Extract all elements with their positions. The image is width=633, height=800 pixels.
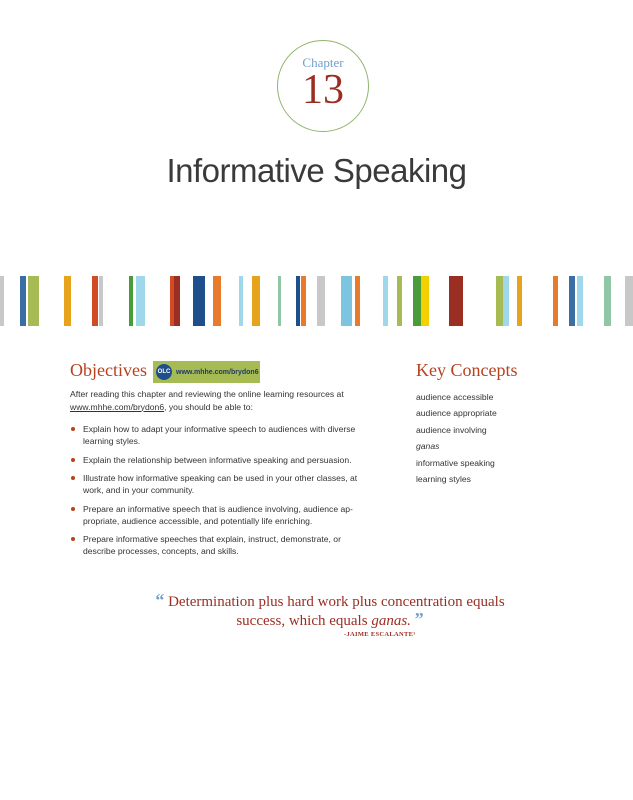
- open-quote-mark: “: [155, 590, 165, 610]
- stripe: [383, 276, 388, 326]
- quote-text: Determination plus hard work plus concentration equals success, which equals: [168, 594, 505, 629]
- bullet-icon: [71, 537, 75, 541]
- objective-item: Prepare an informative speech that is audience involving, audience ap-propriate, audience accessible, and potentially life enriching.: [70, 503, 370, 527]
- key-concept-item: ganas: [416, 441, 440, 452]
- stripe: [449, 276, 463, 326]
- decorative-stripe-band: [0, 276, 633, 326]
- bullet-icon: [71, 458, 75, 462]
- objectives-heading: Objectives: [70, 360, 147, 380]
- key-concepts-list: [416, 389, 497, 487]
- stripe: [174, 276, 180, 326]
- intro-text-end: , you should be able to:: [164, 401, 253, 412]
- objective-item: Explain the relationship between informative speaking and persuasion.: [70, 454, 370, 466]
- chapter-number: 13: [302, 67, 344, 113]
- quote-emphasis: ganas.: [371, 613, 411, 629]
- stripe: [213, 276, 221, 326]
- stripe: [413, 276, 421, 326]
- stripe: [553, 276, 558, 326]
- olc-badge[interactable]: [153, 361, 260, 383]
- quote-author: -JAIME ESCALANTE¹: [344, 631, 416, 638]
- stripe: [296, 276, 300, 326]
- chapter-badge: [277, 40, 369, 132]
- stripe: [136, 276, 145, 326]
- stripe: [421, 276, 429, 326]
- bullet-icon: [71, 427, 75, 431]
- stripe: [0, 276, 4, 326]
- stripe: [239, 276, 243, 326]
- stripe: [496, 276, 503, 326]
- key-concept-item: audience involving: [416, 424, 487, 435]
- objectives-list: [70, 423, 370, 564]
- stripe: [317, 276, 325, 326]
- stripe: [252, 276, 260, 326]
- stripe: [278, 276, 281, 326]
- stripe: [397, 276, 402, 326]
- objective-item: Explain how to adapt your informative speech to audiences with diverse learning styles.: [70, 423, 370, 447]
- stripe: [64, 276, 71, 326]
- stripe: [503, 276, 509, 326]
- stripe: [129, 276, 133, 326]
- intro-text: After reading this chapter and reviewing the online learning resources at: [70, 389, 344, 399]
- key-concept-item: learning styles: [416, 474, 471, 485]
- stripe: [301, 276, 306, 326]
- epigraph-quote: [130, 592, 530, 630]
- chapter-title: Informative Speaking: [166, 152, 467, 189]
- stripe: [92, 276, 98, 326]
- objective-item: Illustrate how informative speaking can be used in your other classes, at work, and in your community.: [70, 472, 370, 496]
- key-concept-item: informative speaking: [416, 457, 495, 468]
- stripe: [28, 276, 39, 326]
- bullet-icon: [71, 476, 75, 480]
- stripe: [193, 276, 205, 326]
- stripe: [577, 276, 583, 326]
- objectives-intro: [70, 388, 370, 413]
- close-quote-mark: ”: [414, 609, 424, 629]
- bullet-icon: [71, 507, 75, 511]
- stripe: [341, 276, 352, 326]
- stripe: [20, 276, 26, 326]
- stripe: [604, 276, 611, 326]
- key-concept-item: audience appropriate: [416, 408, 497, 419]
- stripe: [625, 276, 633, 326]
- stripe: [99, 276, 103, 326]
- olc-logo-icon: OLC: [156, 364, 172, 380]
- stripe: [517, 276, 522, 326]
- stripe: [569, 276, 575, 326]
- objective-item: Prepare informative speeches that explain, instruct, demonstrate, or describe processes, concepts, and skills.: [70, 533, 370, 557]
- stripe: [355, 276, 360, 326]
- olc-url: www.mhhe.com/brydon6: [176, 368, 259, 376]
- chapter-label: Chapter: [302, 55, 344, 70]
- intro-link[interactable]: www.mhhe.com/brydon6: [70, 401, 165, 412]
- key-concepts-heading: Key Concepts: [416, 360, 518, 380]
- key-concept-item: audience accessible: [416, 392, 494, 402]
